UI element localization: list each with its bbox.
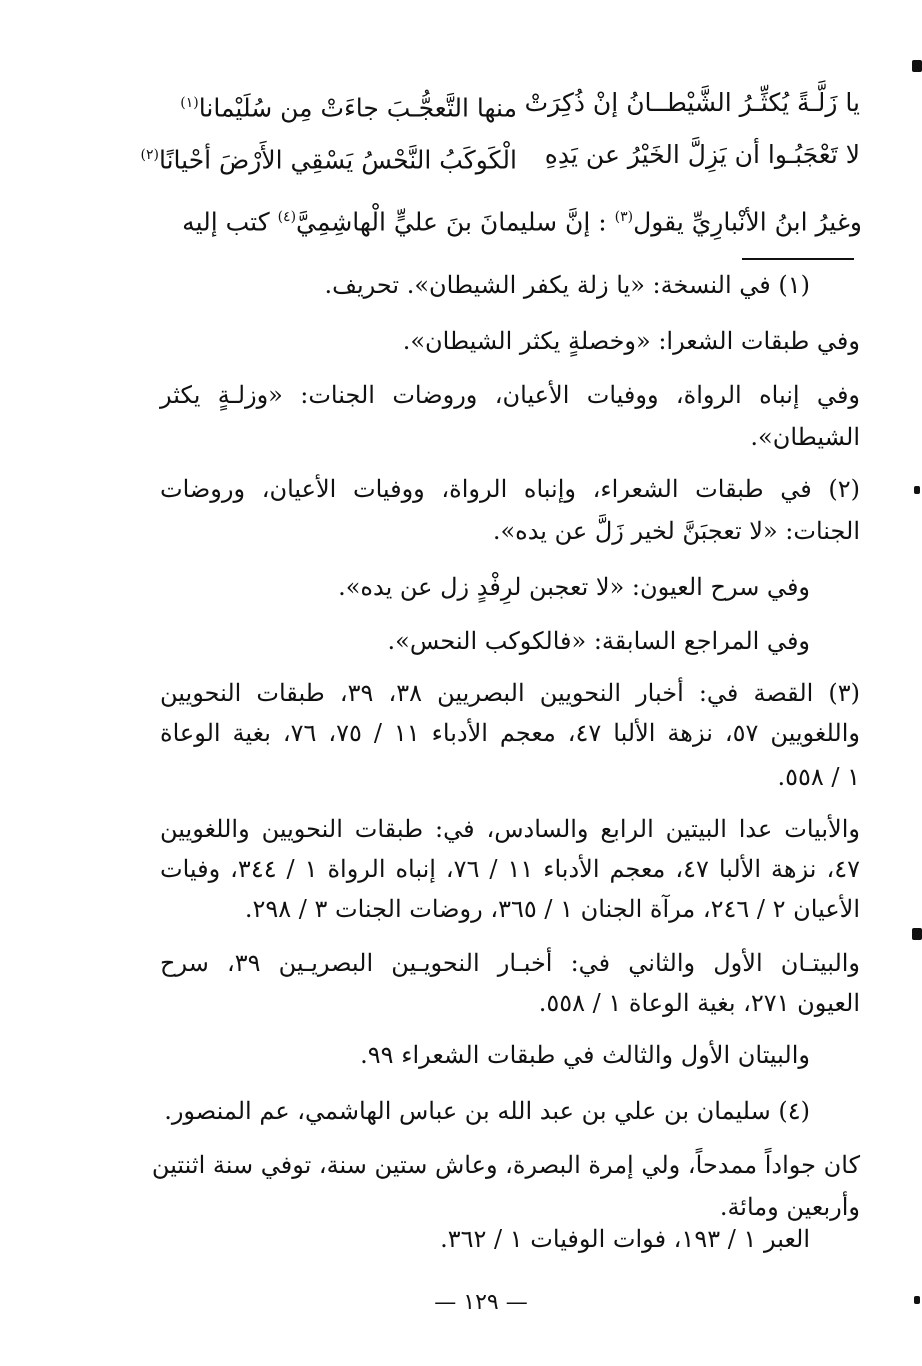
footnote-line: الجنات: «لا تعجبَنَّ لخير زَلَّ عن يده». bbox=[492, 517, 860, 545]
footnote-ref-3: (٣) bbox=[614, 209, 634, 225]
prose-part: كتب إليه bbox=[182, 207, 278, 237]
verse-text: يا زَلَّـةً يُكثِّـرُ الشَّيْطــانُ إنْ ذُكِرَتْ bbox=[524, 88, 860, 117]
footnote-line: وفي سرح العيون: «لا تعجبن لرِفْدٍ زل عن يده». bbox=[338, 573, 810, 601]
footnote-line: العبر ١ / ١٩٣، فوات الوفيات ١ / ٣٦٢. bbox=[440, 1225, 810, 1253]
footnote-ref-2: (٢) bbox=[140, 147, 159, 163]
verse-1-second-hemistich bbox=[167, 86, 517, 125]
footnote-line: العيون ٢٧١، بغية الوعاة ١ / ٥٥٨. bbox=[538, 989, 860, 1017]
footnote-line: والأبيات عدا البيتين الرابع والسادس، في: طبقات النحويين واللغويين bbox=[160, 815, 860, 843]
scan-edge-mark bbox=[914, 486, 920, 494]
footnote-line: الشيطان». bbox=[750, 423, 860, 451]
verse-text: لا تَعْجَبُـوا أن يَزِلَّ الخَيْرُ عن يَدِهِ bbox=[544, 140, 860, 169]
footnote-line: (١) في النسخة: «يا زلة يكفر الشيطان». تحريف. bbox=[324, 271, 810, 299]
verse-2-second-hemistich bbox=[140, 138, 517, 177]
prose-part: : إنَّ سليمانَ بنَ عليٍّ الْهاشِمِيَّ bbox=[296, 207, 615, 237]
footnote-line: الأعيان ٢ / ٢٤٦، مرآة الجنان ١ / ٣٦٥، روضات الجنات ٣ / ٢٩٨. bbox=[244, 895, 860, 923]
scan-edge-mark bbox=[912, 928, 922, 940]
verse-text: الْكَوكَبُ النَّحْسُ يَسْقِي الأَرْضَ أحْيانًا bbox=[158, 145, 517, 175]
footnote-line: (٤) سليمان بن علي بن عبد الله بن عباس الهاشمي، عم المنصور. bbox=[164, 1097, 810, 1125]
footnote-line: وأربعين ومائة. bbox=[719, 1193, 860, 1221]
scan-edge-mark bbox=[912, 60, 922, 72]
footnote-line: وفي المراجع السابقة: «فالكوكب النحس». bbox=[387, 627, 810, 655]
verse-1-first-hemistich bbox=[520, 86, 860, 120]
footnote-line: وفي إنباه الرواة، ووفيات الأعيان، وروضات الجنات: «وزلـةٍ يكثر bbox=[160, 381, 860, 409]
footnote-line: ٤٧، نزهة الألبا ٤٧، معجم الأدباء ١١ / ٧٦، إنباه الرواة ١ / ٣٤٤، وفيات bbox=[160, 855, 860, 883]
footnote-ref-4: (٤) bbox=[277, 209, 297, 225]
page-number: — ١٢٩ — bbox=[434, 1290, 528, 1315]
footnote-line: واللغويين ٥٧، نزهة الألبا ٤٧، معجم الأدباء ١١ / ٧٥، ٧٦، بغية الوعاة bbox=[160, 719, 860, 747]
footnote-line: كان جواداً ممدحاً، ولي إمرة البصرة، وعاش ستين سنة، توفي سنة اثنتين bbox=[151, 1151, 860, 1179]
footnote-line: والبيتـان الأول والثاني في: أخبـار النحويـين البصريـين ٣٩، سرح bbox=[160, 949, 861, 977]
footnote-line: والبيتان الأول والثالث في طبقات الشعراء ٩٩. bbox=[360, 1041, 810, 1069]
scan-edge-mark bbox=[914, 1296, 920, 1304]
footnote-line: (٢) في طبقات الشعراء، وإنباه الرواة، ووفيات الأعيان، وروضات bbox=[160, 475, 860, 503]
footnote-separator bbox=[742, 258, 854, 260]
prose-part: وغيرُ ابنُ الأنْبارِيِّ يقول bbox=[633, 207, 862, 237]
footnote-line: (٣) القصة في: أخبار النحويين البصريين ٣٨، ٣٩، طبقات النحويين bbox=[160, 679, 861, 707]
footnote-line: ١ / ٥٥٨. bbox=[777, 763, 860, 791]
main-prose-line bbox=[142, 200, 862, 239]
footnote-line: وفي طبقات الشعرا: «وخصلةٍ يكثر الشيطان». bbox=[402, 327, 860, 355]
footnote-ref-1: (١) bbox=[180, 95, 199, 111]
verse-text: منها التَّعجُّـبَ جاءَتْ مِن سُلَيْمانا bbox=[198, 93, 517, 123]
verse-2-first-hemistich bbox=[520, 138, 860, 172]
